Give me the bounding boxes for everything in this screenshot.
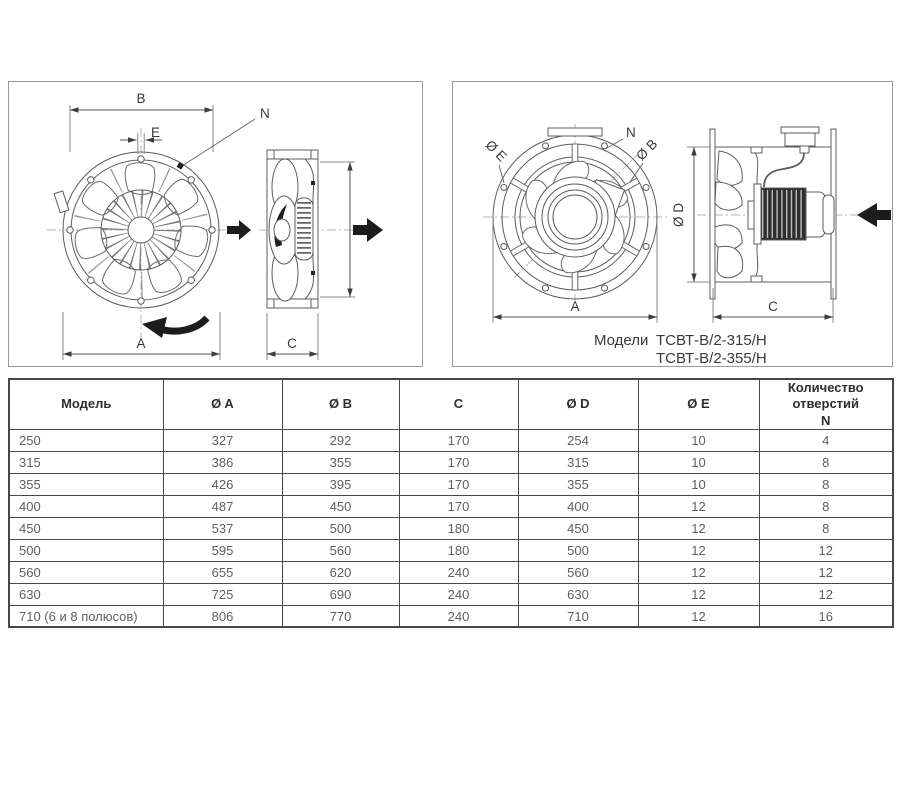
header-row [9,379,893,429]
dimension-side-vertical [320,162,355,297]
table-row [9,539,893,561]
table-cell: 655 [163,561,282,583]
table-cell: 12 [638,539,759,561]
leader-n [177,119,255,170]
table-cell: 12 [638,583,759,605]
table-cell: 240 [399,605,518,627]
table-cell-model: 560 [9,561,163,583]
table-cell: 620 [282,561,399,583]
table-cell: 725 [163,583,282,605]
fan-front-view [54,152,219,308]
table-row [9,517,893,539]
motor-side-view [710,127,836,299]
table-row [9,429,893,451]
table-row [9,561,893,583]
airflow-arrow-icon [857,203,891,227]
table-cell: 450 [282,495,399,517]
table-cell: 487 [163,495,282,517]
table-cell-model: 500 [9,539,163,561]
table-cell: 12 [759,561,893,583]
table-cell: 10 [638,429,759,451]
table-row [9,583,893,605]
fan-side-view [267,150,318,308]
table-cell-model: 710 (6 и 8 полюсов) [9,605,163,627]
table-cell: 8 [759,517,893,539]
table-cell: 8 [759,451,893,473]
dim-label-n: N [626,125,636,140]
table-cell: 4 [759,429,893,451]
table-cell: 386 [163,451,282,473]
model-name-2: ТСВТ-В/2-355/Н [656,350,767,366]
table-cell: 12 [759,539,893,561]
dim-label-b: B [136,91,146,106]
table-cell: 180 [399,517,518,539]
dim-label-a: A [570,299,580,314]
drawing-panel-right [452,81,893,367]
dimensions-table [8,378,894,628]
table-cell: 426 [163,473,282,495]
column-header-c: C [399,379,518,429]
table-cell: 595 [163,539,282,561]
table-row [9,605,893,627]
table-cell-model: 355 [9,473,163,495]
table-cell: 560 [282,539,399,561]
dim-label-c: C [287,336,297,351]
column-header-de: Ø E [638,379,759,429]
table-cell-model: 400 [9,495,163,517]
dim-label-oe: Ø E [482,137,510,165]
rotation-arrow [142,317,207,338]
table-cell: 180 [399,539,518,561]
table-cell: 240 [399,561,518,583]
leader-n [607,139,623,148]
table-cell: 10 [638,473,759,495]
table-cell: 327 [163,429,282,451]
table-cell: 806 [163,605,282,627]
table-cell: 395 [282,473,399,495]
header-holes-line1: Количество [787,380,864,395]
table-cell: 240 [399,583,518,605]
drawing-panel-left [8,81,423,367]
table-cell: 12 [638,605,759,627]
table-cell: 500 [518,539,638,561]
fan-drawing-left [9,82,422,366]
fan-drawing-right [453,82,892,366]
dim-label-c: C [768,299,778,314]
table-cell-model: 250 [9,429,163,451]
airflow-arrow-icon [227,220,251,240]
table-cell: 12 [638,561,759,583]
table-cell: 537 [163,517,282,539]
column-header-dd: Ø D [518,379,638,429]
table-row [9,495,893,517]
table-cell: 8 [759,473,893,495]
table-cell: 500 [282,517,399,539]
table-cell: 560 [518,561,638,583]
table-cell: 12 [638,495,759,517]
model-name-1: ТСВТ-В/2-315/Н [656,332,767,349]
table-cell: 12 [759,583,893,605]
header-holes-line3: N [821,412,831,428]
table-cell: 8 [759,495,893,517]
table-cell-model: 630 [9,583,163,605]
dim-label-e: E [151,125,161,140]
column-header-da: Ø A [163,379,282,429]
table-cell: 770 [282,605,399,627]
table-cell: 710 [518,605,638,627]
column-header-model: Модель [9,379,163,429]
table-cell: 170 [399,429,518,451]
table-cell: 355 [282,451,399,473]
table-cell-model: 450 [9,517,163,539]
models-label: Модели [594,332,649,349]
fan-front-view [493,128,657,299]
table-cell: 170 [399,495,518,517]
table-cell: 400 [518,495,638,517]
header-holes-line2: отверстий [792,396,860,412]
column-header-db: Ø B [282,379,399,429]
table-cell: 12 [638,517,759,539]
table-cell: 16 [759,605,893,627]
dim-label-ob: Ø B [633,136,661,164]
table-cell: 450 [518,517,638,539]
table-cell: 254 [518,429,638,451]
table-cell: 630 [518,583,638,605]
table-cell: 292 [282,429,399,451]
dim-label-od: Ø D [671,202,686,228]
dim-label-a: A [136,336,146,351]
table-cell: 10 [638,451,759,473]
table-cell: 315 [518,451,638,473]
table-cell: 355 [518,473,638,495]
table-cell: 690 [282,583,399,605]
table-cell: 170 [399,473,518,495]
table-row [9,473,893,495]
table-cell-model: 315 [9,451,163,473]
table-cell: 170 [399,451,518,473]
airflow-arrow-icon [353,218,383,242]
table-row [9,451,893,473]
dim-label-n: N [260,106,270,121]
column-header-holes [759,379,893,429]
